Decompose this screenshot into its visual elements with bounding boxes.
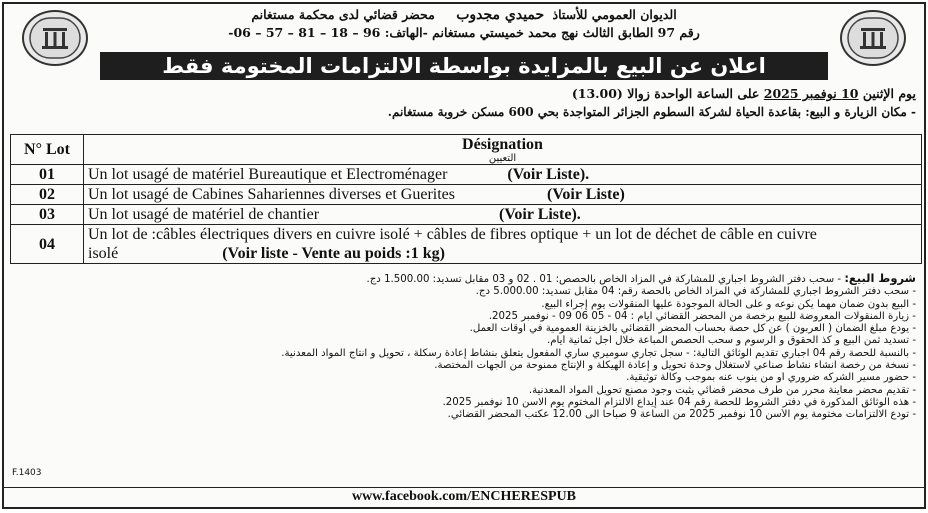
condition-line: - تودع الالتزامات مختومة يوم الأسن 10 نوفمبر 2025 من الساعة 9 صباحا الى 12.00 عكتب المحضر القضائي. xyxy=(447,409,916,421)
notice-banner: اعلان عن البيع بالمزايدة بواسطة الالتزامات المختومة فقط xyxy=(100,52,828,80)
lot-text: Un lot usagé de matériel Bureautique et Electroménager xyxy=(88,166,448,183)
col-designation-header xyxy=(84,135,922,165)
justice-seal-icon xyxy=(22,10,88,66)
lot-text: Un lot usagé de matériel de chantier xyxy=(88,206,320,223)
auction-notice xyxy=(2,2,926,509)
lot-designation xyxy=(84,185,922,205)
sale-conditions xyxy=(12,272,916,422)
condition-line: - حضور مسير الشركه ضروري أو من ينوب عنه بموجب وكالة توثيقية. xyxy=(626,372,916,384)
date-prefix: يوم الإثنين xyxy=(862,86,916,101)
justice-seal-icon xyxy=(840,10,906,66)
lot-designation xyxy=(84,225,922,264)
condition-line: - سحب دفتر الشروط اجباري للمشاركة في المزاد الخاص بالحصص: 01 . 02 و 03 مقابل تسديد: 1.500.00 دج. xyxy=(366,274,842,285)
table-row xyxy=(11,185,922,205)
designation-label: Désignation xyxy=(462,136,543,153)
condition-line: - زيارة المنقولات المعروضة للبيع برخصة من المحضر القضائي أيام : 04 - 05 06 09 - نوفمبر 2025. xyxy=(488,310,916,322)
lot-text: Un lot usagé de Cabines Sahariennes diverses et Guerites xyxy=(88,186,456,203)
sale-place-line: - مكان الزيارة و البيع: بقاعدة الحياة لشركة السطوم الجزائر المتواجدة بحي 600 مسكن خروبة مستغانم. xyxy=(387,105,916,119)
condition-line: - تقديم محضر معاينة محرر من طرف محضر قضائي يثبت وجود مصنع تحويل المواد المعدنية. xyxy=(528,384,916,396)
lot-designation xyxy=(84,165,922,185)
lot-note: (Voir Liste). xyxy=(499,206,581,223)
office-role: محضر قضائي لدى محكمة مستغانم xyxy=(251,7,435,22)
form-number: F.1403 xyxy=(12,468,42,478)
sale-date: 10 نوفمبر 2025 xyxy=(763,86,859,101)
condition-line: - نسخة من رخصة انشاء نشاط صناعي لاستغلال وحدة تحويل و إعادة الهيكلة و الإنتاج ممنوحة من الجهات المختصة. xyxy=(434,360,916,372)
col-lot-header: N° Lot xyxy=(11,135,84,165)
lot-note: (Voir Liste). xyxy=(507,166,590,183)
conditions-title: شروط البيع: xyxy=(844,272,916,285)
office-address: رقم 97 الطابق الثالث نهج محمد خميستي مستغانم -الهاتف: 96 – 18 – 81 – 57 – 06- xyxy=(228,25,700,40)
office-prefix: الديوان العمومي للأستاذ xyxy=(552,7,677,22)
table-row xyxy=(11,165,922,185)
condition-line: - تسديد ثمن البيع و كذ الحقوق و الرسوم و سحب الحصص المباعة خلال أجل ثمانية أيام. xyxy=(547,335,916,347)
lot-designation xyxy=(84,205,922,225)
lot-number: 01 xyxy=(11,165,84,185)
condition-line: - بالنسبة للحصة رقم 04 اجباري تقديم الوثائق التالية: - سجل تجاري سوميري ساري المفعول يتعلق بنشاط إعادة رسكلة ، تحويل و انتاج المواد المعدنية. xyxy=(281,347,916,359)
lot-number: 04 xyxy=(11,225,84,264)
lots-table xyxy=(10,134,922,264)
designation-label-ar: التعيين xyxy=(488,153,517,164)
office-header xyxy=(104,6,824,24)
condition-line: - سحب دفتر الشروط اجباري للمشاركة في المزاد الخاص بالحصة رقم: 04 مقابل تسديد: 5.000.00 دج. xyxy=(475,286,916,298)
table-header-row xyxy=(11,135,922,165)
lot-note: (Voir Liste) xyxy=(547,186,625,203)
table-row xyxy=(11,225,922,264)
date-suffix: على الساعة الواحدة زوالا (13.00) xyxy=(571,86,760,101)
condition-line: - هذه الوثائق المذكورة في دفتر الشروط للحصة رقم 04 عند إيداع الالتزام المختوم يوم الاسن 10 نوفمبر 2025. xyxy=(442,396,916,408)
condition-line: - البيع بدون ضمان مهما يكن نوعه و على الحالة الموجودة عليها المنقولات يوم إجراء البيع. xyxy=(541,298,916,310)
office-name: حميدي مجدوب xyxy=(456,7,545,23)
footer-url[interactable]: www.facebook.com/ENCHERESPUB xyxy=(4,487,924,505)
lot-number: 02 xyxy=(11,185,84,205)
sale-date-line xyxy=(572,86,916,101)
lot-number: 03 xyxy=(11,205,84,225)
condition-line: - يودع مبلغ الضمان ( العربون ) عن كل حصة بحساب المحضر القضائي بالخزينة العمومية في أوقات العمل. xyxy=(469,323,916,335)
table-row xyxy=(11,205,922,225)
lot-text: Un lot de :câbles électriques divers en cuivre isolé + câbles de fibres optique + un lot de déchet de câble en cuivre isolé xyxy=(88,226,817,262)
lot-note: (Voir liste - Vente au poids :1 kg) xyxy=(222,245,445,262)
